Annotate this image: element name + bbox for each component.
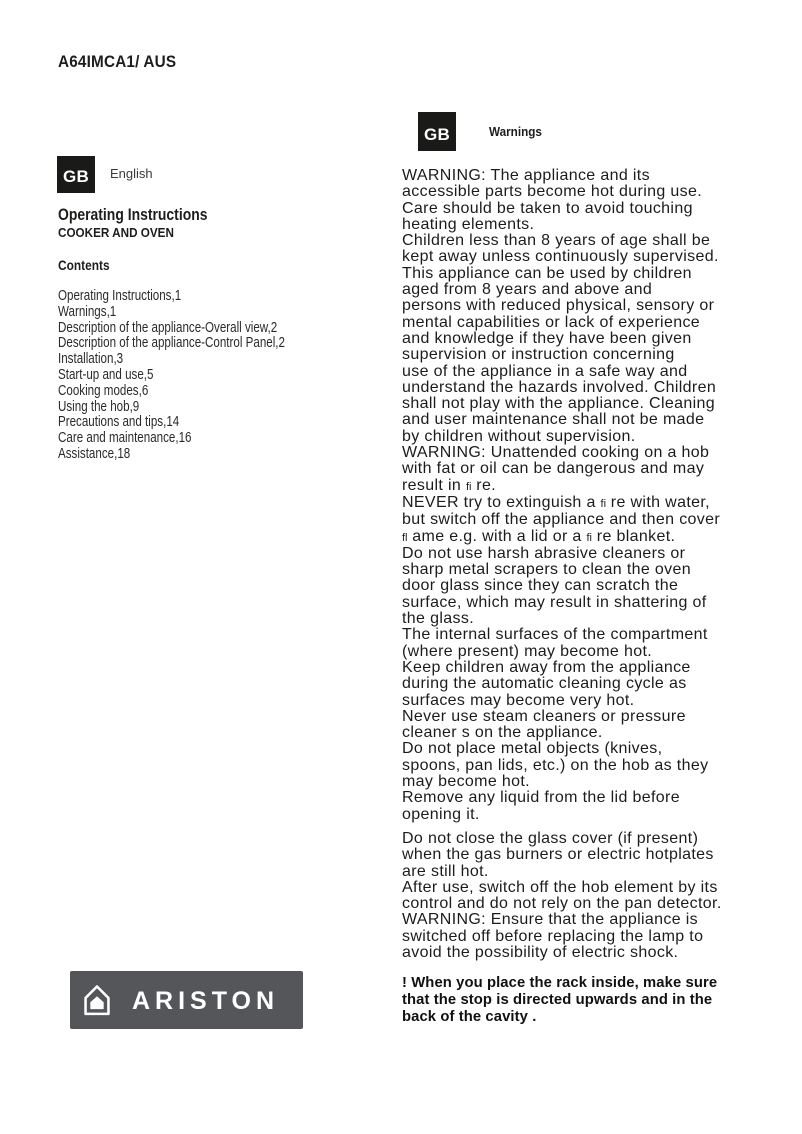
rack-note	[402, 975, 717, 1025]
model-code: A64IMCA1/ AUS	[58, 52, 177, 71]
warning-line: mental capabilities or lack of experience	[402, 313, 701, 331]
warning-line: Keep children away from the appliance	[402, 658, 691, 676]
warning-line: opening it.	[402, 805, 480, 823]
warning-line: with fat or oil can be dangerous and may	[402, 460, 705, 478]
warning-line: by children without supervision.	[402, 427, 636, 445]
warning-line: surfaces may become very hot.	[402, 691, 635, 709]
warning-line: aged from 8 years and above and	[402, 281, 653, 299]
warning-line: Do not use harsh abrasive cleaners or	[402, 544, 686, 562]
warning-line: Never use steam cleaners or pressure	[402, 707, 686, 725]
warning-line: After use, switch off the hob element by its	[402, 878, 718, 896]
warning-line: NEVER try to extinguish a fi re with water,	[402, 493, 710, 511]
warnings-heading: Warnings	[489, 124, 542, 139]
warning-line: persons with reduced physical, sensory or	[402, 297, 715, 315]
warning-line: kept away unless continuously supervised.	[402, 248, 719, 266]
warning-line: Do not place metal objects (knives,	[402, 740, 663, 758]
warning-line: switched off before replacing the lamp to	[402, 927, 704, 945]
language-name: English	[110, 166, 153, 181]
contents-item: Description of the appliance-Overall view,2	[58, 319, 278, 336]
contents-item: Cooking modes,6	[58, 382, 149, 399]
warning-line: use of the appliance in a safe way and	[402, 362, 688, 380]
contents-list	[58, 289, 342, 463]
warning-line: cleaner s on the appliance.	[402, 724, 603, 742]
warning-line: This appliance can be used by children	[402, 264, 692, 282]
warnings-paragraph-2	[402, 831, 722, 961]
warning-line: and knowledge if they have been given	[402, 329, 692, 347]
contents-item: Installation,3	[58, 351, 124, 368]
doc-subtitle: COOKER AND OVEN	[58, 225, 174, 240]
warnings-paragraph-1	[402, 168, 720, 823]
warning-line: surface, which may result in shattering of	[402, 593, 707, 611]
contents-item: Assistance,18	[58, 445, 131, 462]
language-badge	[57, 156, 95, 193]
warning-line: understand the hazards involved. Children	[402, 378, 717, 396]
note-line: back of the cavity .	[402, 1008, 537, 1025]
warning-line: result in fi re.	[402, 476, 496, 494]
contents-item: Precautions and tips,14	[58, 414, 180, 431]
warning-line: heating elements.	[402, 215, 535, 233]
house-icon	[83, 984, 111, 1017]
doc-title: Operating Instructions	[58, 205, 208, 224]
warning-line: door glass since they can scratch the	[402, 577, 679, 595]
warning-line: during the automatic cleaning cycle as	[402, 675, 687, 693]
warning-line: spoons, pan lids, etc.) on the hob as they	[402, 756, 709, 774]
warning-line: Care should be taken to avoid touching	[402, 199, 693, 217]
warning-line: sharp metal scrapers to clean the oven	[402, 561, 692, 579]
warning-line: shall not play with the appliance. Cleaning	[402, 395, 716, 413]
contents-item: Care and maintenance,16	[58, 430, 192, 447]
warning-line: when the gas burners or electric hotplates	[402, 846, 714, 864]
note-line: that the stop is directed upwards and in the	[402, 991, 713, 1008]
warning-line: avoid the possibility of electric shock.	[402, 944, 679, 962]
warning-line: Children less than 8 years of age shall be	[402, 232, 711, 250]
warning-line: Do not close the glass cover (if present)	[402, 830, 699, 847]
contents-item: Operating Instructions,1	[58, 288, 182, 304]
brand-wordmark: ARISTON	[132, 986, 280, 1015]
contents-item: Start-up and use,5	[58, 366, 154, 383]
warning-line: but switch off the appliance and then cover	[402, 511, 721, 529]
warnings-badge-label: GB	[424, 125, 451, 144]
language-badge-label: GB	[63, 167, 90, 186]
warning-line: the glass.	[402, 610, 474, 628]
warning-line: control and do not rely on the pan detector.	[402, 895, 722, 913]
warning-line: and user maintenance shall not be made	[402, 411, 705, 429]
warning-line: may become hot.	[402, 772, 530, 790]
contents-item: Warnings,1	[58, 303, 117, 320]
warning-line: are still hot.	[402, 862, 489, 880]
note-line: ! When you place the rack inside, make sure	[402, 975, 718, 991]
contents-heading: Contents	[58, 257, 110, 273]
warning-line: WARNING: The appliance and its	[402, 167, 650, 184]
contents-item: Using the hob,9	[58, 398, 140, 415]
warning-line: WARNING: Ensure that the appliance is	[402, 911, 699, 929]
warning-line: accessible parts become hot during use.	[402, 183, 703, 201]
warning-line: fl ame e.g. with a lid or a fi re blanket.	[402, 527, 676, 545]
warning-line: (where present) may become hot.	[402, 642, 653, 660]
warning-line: supervision or instruction concerning	[402, 346, 675, 364]
warning-line: WARNING: Unattended cooking on a hob	[402, 444, 710, 462]
contents-item: Description of the appliance-Control Panel,2	[58, 335, 285, 352]
warnings-badge	[418, 112, 456, 151]
warning-line: Remove any liquid from the lid before	[402, 789, 680, 807]
ariston-logo	[70, 971, 303, 1029]
warning-line: The internal surfaces of the compartment	[402, 626, 708, 644]
